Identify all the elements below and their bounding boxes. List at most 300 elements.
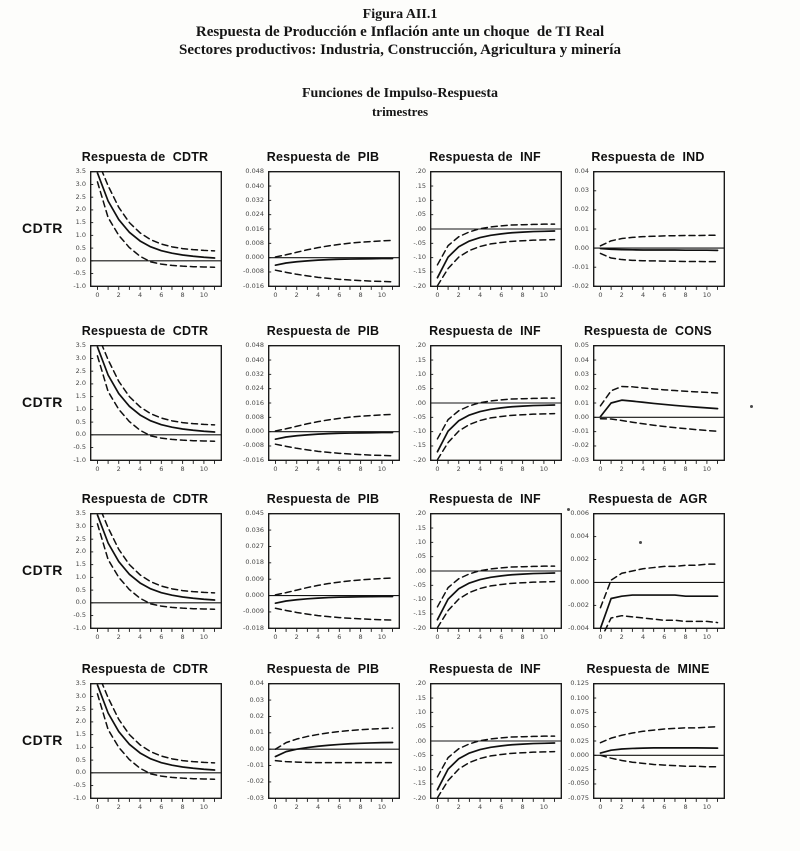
x-tick-label: 6 — [337, 465, 342, 473]
figure-title: Respuesta de Producción e Inflación ante un choque de TI Real — [195, 24, 605, 40]
x-tick-label: 4 — [137, 291, 143, 299]
x-tick-label: 8 — [358, 633, 363, 641]
x-tick-label: 10 — [199, 465, 209, 473]
x-axis-tick-labels — [268, 291, 400, 301]
x-tick-label: 10 — [539, 803, 549, 811]
y-axis-tick-labels — [68, 679, 88, 802]
plot-area — [246, 679, 400, 803]
confidence-band-line — [600, 235, 717, 246]
plot-frame — [594, 514, 725, 629]
x-tick-label: 6 — [499, 291, 504, 299]
scan-speck — [567, 508, 570, 511]
x-tick-label: 4 — [477, 465, 483, 473]
x-tick-label: 4 — [315, 465, 321, 473]
y-axis-tick-labels — [68, 341, 88, 464]
response-line — [437, 743, 554, 790]
confidence-band-line — [600, 616, 717, 633]
y-tick-label: 0.006 — [570, 509, 589, 518]
y-tick-label: 2.0 — [75, 547, 86, 556]
y-tick-label: -.20 — [413, 793, 426, 802]
y-axis-tick-labels — [571, 167, 591, 290]
x-tick-label: 10 — [702, 465, 712, 473]
y-tick-label: 1.5 — [75, 218, 86, 227]
y-tick-label: 0.00 — [574, 412, 589, 421]
irf-row-3 — [0, 492, 800, 654]
response-line — [600, 748, 717, 753]
y-tick-label: 0.04 — [249, 679, 264, 688]
y-tick-label: 2.0 — [75, 379, 86, 388]
confidence-band-line — [275, 270, 392, 282]
y-tick-label: 0.008 — [245, 412, 264, 421]
y-tick-label: 3.0 — [75, 691, 86, 700]
plot-area — [568, 679, 725, 803]
x-tick-label: 6 — [159, 633, 164, 641]
irf-chart-respuesta-de-pib-r1 — [243, 150, 400, 301]
confidence-band-line — [97, 524, 214, 609]
chart-title: Respuesta de PIB — [266, 150, 380, 164]
x-tick-label: 10 — [199, 291, 209, 299]
y-tick-label: 2.5 — [75, 192, 86, 201]
y-tick-label: 0.045 — [245, 509, 264, 518]
irf-plot — [430, 171, 562, 291]
y-tick-label: -.05 — [413, 580, 426, 589]
y-tick-label: 0.024 — [245, 384, 264, 393]
chart-title: Respuesta de PIB — [266, 324, 380, 338]
y-tick-label: -0.016 — [243, 281, 264, 290]
y-tick-label: 0.027 — [245, 541, 264, 550]
y-tick-label: .15 — [415, 181, 426, 190]
y-tick-label: .15 — [415, 523, 426, 532]
y-tick-label: 3.0 — [75, 521, 86, 530]
x-tick-label: 8 — [358, 465, 363, 473]
x-tick-label: 8 — [520, 803, 525, 811]
y-tick-label: 0.002 — [570, 555, 589, 564]
confidence-band-line — [600, 419, 717, 431]
y-tick-label: 0.00 — [249, 744, 264, 753]
confidence-band-line — [437, 224, 554, 265]
x-tick-label: 0 — [95, 465, 100, 473]
confidence-band-line — [97, 694, 214, 779]
confidence-band-line — [437, 414, 554, 460]
x-axis-tick-labels — [268, 633, 400, 643]
y-tick-label: 1.5 — [75, 730, 86, 739]
confidence-band-line — [600, 755, 717, 766]
row-variable-label: CDTR — [22, 394, 63, 410]
y-tick-label: .00 — [415, 398, 426, 407]
x-tick-label: 2 — [116, 465, 121, 473]
irf-row-2 — [0, 324, 800, 486]
confidence-band-line — [437, 566, 554, 607]
y-tick-label: 0.000 — [570, 750, 589, 759]
x-tick-label: 2 — [294, 633, 299, 641]
x-tick-label: 4 — [640, 291, 646, 299]
y-tick-label: -0.5 — [73, 269, 86, 278]
y-tick-label: -.15 — [413, 779, 426, 788]
irf-plot — [593, 171, 725, 291]
plot-frame — [269, 684, 400, 799]
irf-chart-respuesta-de-mine-r4 — [568, 662, 725, 813]
plot-area — [568, 509, 725, 633]
x-tick-label: 2 — [116, 633, 121, 641]
y-axis-tick-labels — [568, 679, 591, 802]
x-tick-label: 6 — [159, 291, 164, 299]
y-tick-label: 0.025 — [570, 736, 589, 745]
x-tick-label: 8 — [683, 633, 688, 641]
y-tick-label: -0.002 — [568, 600, 589, 609]
y-axis-tick-labels — [243, 341, 266, 464]
y-tick-label: .15 — [415, 355, 426, 364]
x-tick-label: 10 — [377, 633, 387, 641]
x-tick-label: 8 — [180, 633, 185, 641]
y-tick-label: 2.5 — [75, 704, 86, 713]
confidence-band-line — [437, 752, 554, 798]
plot-area — [408, 679, 562, 803]
irf-plot — [90, 345, 222, 465]
confidence-band-line — [97, 182, 214, 267]
y-axis-tick-labels — [243, 509, 266, 632]
x-axis-tick-labels — [593, 633, 725, 643]
y-tick-label: -0.5 — [73, 611, 86, 620]
scan-speck — [639, 541, 642, 544]
y-tick-label: -.20 — [413, 455, 426, 464]
y-tick-label: 3.5 — [75, 509, 86, 518]
y-tick-label: 0.000 — [245, 253, 264, 262]
y-tick-label: 0.040 — [245, 355, 264, 364]
chart-title: Respuesta de INF — [429, 150, 541, 164]
x-tick-label: 4 — [477, 803, 483, 811]
x-tick-label: 0 — [273, 633, 278, 641]
plot-area — [408, 341, 562, 465]
chart-title: Respuesta de CDTR — [81, 662, 209, 676]
x-tick-label: 10 — [377, 465, 387, 473]
y-tick-label: 0.03 — [574, 369, 589, 378]
y-tick-label: .05 — [415, 722, 426, 731]
y-tick-label: 0.5 — [75, 417, 86, 426]
y-axis-tick-labels — [568, 509, 591, 632]
figure-sectors-line: Sectores productivos: Industria, Construcción, Agricultura y minería — [179, 42, 621, 58]
y-tick-label: 0.5 — [75, 585, 86, 594]
plot-area — [571, 341, 725, 465]
x-tick-label: 4 — [640, 803, 646, 811]
y-tick-label: -0.5 — [73, 781, 86, 790]
chart-title: Respuesta de INF — [429, 324, 541, 338]
x-tick-label: 4 — [640, 465, 646, 473]
y-tick-label: -0.009 — [243, 607, 264, 616]
irf-chart-respuesta-de-cdtr-r4 — [68, 662, 222, 813]
x-axis-tick-labels — [430, 291, 562, 301]
y-tick-label: -0.018 — [243, 623, 264, 632]
x-tick-label: 8 — [683, 465, 688, 473]
x-axis-tick-labels — [593, 465, 725, 475]
x-tick-label: 4 — [477, 633, 483, 641]
irf-row-1 — [0, 150, 800, 312]
response-line — [437, 405, 554, 452]
y-tick-label: -.20 — [413, 281, 426, 290]
y-tick-label: 0.03 — [574, 186, 589, 195]
plot-area — [408, 509, 562, 633]
x-tick-label: 8 — [683, 803, 688, 811]
y-tick-label: -0.03 — [572, 455, 589, 464]
y-tick-label: -1.0 — [73, 623, 86, 632]
row-variable-label: CDTR — [22, 562, 63, 578]
x-tick-label: 8 — [520, 465, 525, 473]
y-tick-label: -.15 — [413, 609, 426, 618]
plot-area — [68, 341, 222, 465]
y-tick-label: -.10 — [413, 765, 426, 774]
chart-title: Respuesta de CDTR — [81, 492, 209, 506]
y-tick-label: 0.040 — [245, 181, 264, 190]
y-tick-label: 0.02 — [249, 711, 264, 720]
y-tick-label: 0.000 — [245, 427, 264, 436]
chart-title: Respuesta de CDTR — [81, 324, 209, 338]
confidence-band-line — [275, 414, 392, 430]
x-tick-label: 8 — [683, 291, 688, 299]
irf-plot — [593, 345, 725, 465]
y-tick-label: 1.0 — [75, 230, 86, 239]
x-tick-label: 6 — [337, 291, 342, 299]
irf-plot — [90, 513, 222, 633]
x-tick-label: 8 — [180, 465, 185, 473]
y-tick-label: 0.125 — [570, 679, 589, 688]
y-axis-tick-labels — [408, 679, 428, 802]
x-tick-label: 10 — [702, 803, 712, 811]
y-tick-label: .05 — [415, 384, 426, 393]
x-tick-label: 0 — [273, 465, 278, 473]
x-tick-label: 2 — [294, 803, 299, 811]
chart-title: Respuesta de CONS — [584, 324, 712, 338]
irf-plot — [430, 513, 562, 633]
y-tick-label: 3.5 — [75, 679, 86, 688]
y-tick-label: .10 — [415, 707, 426, 716]
response-line — [437, 573, 554, 620]
y-tick-label: 0.050 — [570, 722, 589, 731]
y-tick-label: -0.008 — [243, 441, 264, 450]
confidence-band-line — [437, 582, 554, 628]
confidence-band-line — [600, 253, 717, 261]
y-tick-label: 0.100 — [570, 693, 589, 702]
y-tick-label: -.15 — [413, 267, 426, 276]
response-line — [600, 595, 717, 628]
x-tick-label: 8 — [520, 633, 525, 641]
confidence-band-line — [275, 578, 392, 595]
x-tick-label: 8 — [180, 803, 185, 811]
confidence-band-line — [275, 444, 392, 456]
x-tick-label: 10 — [377, 291, 387, 299]
x-tick-label: 0 — [95, 803, 100, 811]
plot-area — [243, 167, 400, 291]
irf-chart-respuesta-de-cdtr-r3 — [68, 492, 222, 643]
confidence-band-line — [600, 387, 717, 406]
y-tick-label: 0.000 — [570, 577, 589, 586]
x-axis-tick-labels — [90, 291, 222, 301]
response-line — [97, 515, 214, 600]
x-tick-label: 6 — [662, 633, 667, 641]
x-tick-label: 6 — [662, 803, 667, 811]
x-tick-label: 2 — [116, 803, 121, 811]
chart-title: Respuesta de IND — [591, 150, 705, 164]
confidence-band-line — [275, 761, 392, 763]
y-tick-label: .20 — [415, 509, 426, 518]
y-tick-label: 1.0 — [75, 572, 86, 581]
y-tick-label: 1.5 — [75, 392, 86, 401]
x-tick-label: 2 — [456, 803, 461, 811]
y-tick-label: -.05 — [413, 750, 426, 759]
figure-units-label: trimestres — [371, 104, 429, 119]
confidence-band-line — [275, 240, 392, 256]
x-tick-label: 0 — [435, 803, 440, 811]
y-tick-label: 0.032 — [245, 195, 264, 204]
confidence-band-line — [97, 683, 214, 763]
y-tick-label: -.20 — [413, 623, 426, 632]
irf-chart-respuesta-de-inf-r1 — [408, 150, 562, 301]
y-axis-tick-labels — [68, 167, 88, 290]
y-tick-label: 0.0 — [75, 598, 86, 607]
y-tick-label: .00 — [415, 736, 426, 745]
y-tick-label: 0.018 — [245, 558, 264, 567]
y-axis-tick-labels — [246, 679, 266, 802]
y-tick-label: 0.075 — [570, 707, 589, 716]
x-tick-label: 6 — [159, 465, 164, 473]
y-tick-label: 0.016 — [245, 224, 264, 233]
irf-chart-respuesta-de-pib-r2 — [243, 324, 400, 475]
chart-title: Respuesta de PIB — [266, 492, 380, 506]
x-tick-label: 2 — [619, 291, 624, 299]
x-tick-label: 6 — [337, 633, 342, 641]
y-tick-label: 0.000 — [245, 591, 264, 600]
plot-frame — [594, 172, 725, 287]
x-axis-tick-labels — [268, 465, 400, 475]
x-tick-label: 4 — [315, 803, 321, 811]
y-tick-label: -0.03 — [247, 793, 264, 802]
x-tick-label: 2 — [294, 291, 299, 299]
irf-chart-respuesta-de-cdtr-r2 — [68, 324, 222, 475]
plot-area — [243, 509, 400, 633]
x-axis-tick-labels — [268, 803, 400, 813]
y-tick-label: -.10 — [413, 595, 426, 604]
x-tick-label: 0 — [273, 291, 278, 299]
y-tick-label: -.15 — [413, 441, 426, 450]
y-tick-label: 2.0 — [75, 717, 86, 726]
figure-subheading: Funciones de Impulso-Respuesta — [301, 86, 499, 101]
y-tick-label: .00 — [415, 566, 426, 575]
y-tick-label: 1.0 — [75, 404, 86, 413]
irf-plot — [268, 345, 400, 465]
chart-title: Respuesta de PIB — [266, 662, 380, 676]
irf-chart-respuesta-de-cons-r2 — [571, 324, 725, 475]
y-tick-label: 3.5 — [75, 341, 86, 350]
y-tick-label: -.10 — [413, 427, 426, 436]
y-tick-label: 0.009 — [245, 574, 264, 583]
y-tick-label: -0.02 — [247, 777, 264, 786]
y-tick-label: 0.02 — [574, 205, 589, 214]
x-tick-label: 10 — [539, 633, 549, 641]
x-tick-label: 2 — [456, 291, 461, 299]
y-tick-label: .05 — [415, 210, 426, 219]
y-tick-label: 0.03 — [249, 695, 264, 704]
response-line — [97, 347, 214, 432]
x-tick-label: 6 — [337, 803, 342, 811]
irf-chart-respuesta-de-pib-r4 — [246, 662, 400, 813]
plot-area — [243, 341, 400, 465]
y-tick-label: -0.01 — [247, 761, 264, 770]
y-tick-label: 0.0 — [75, 430, 86, 439]
x-tick-label: 0 — [95, 291, 100, 299]
y-tick-label: 3.0 — [75, 353, 86, 362]
confidence-band-line — [600, 727, 717, 743]
y-tick-label: -0.02 — [572, 441, 589, 450]
x-tick-label: 6 — [499, 465, 504, 473]
y-tick-label: -0.02 — [572, 281, 589, 290]
y-tick-label: -1.0 — [73, 455, 86, 464]
y-tick-label: .15 — [415, 693, 426, 702]
x-tick-label: 10 — [377, 803, 387, 811]
y-tick-label: 0.5 — [75, 755, 86, 764]
response-line — [600, 400, 717, 416]
y-tick-label: .00 — [415, 224, 426, 233]
x-axis-tick-labels — [430, 633, 562, 643]
irf-chart-respuesta-de-ind-r1 — [571, 150, 725, 301]
y-tick-label: 0.04 — [574, 355, 589, 364]
x-tick-label: 6 — [499, 633, 504, 641]
x-tick-label: 8 — [180, 291, 185, 299]
y-tick-label: 0.01 — [249, 728, 264, 737]
x-tick-label: 0 — [435, 633, 440, 641]
x-tick-label: 8 — [358, 803, 363, 811]
y-tick-label: .10 — [415, 537, 426, 546]
response-line — [275, 433, 392, 440]
response-line — [97, 173, 214, 258]
chart-title: Respuesta de CDTR — [81, 150, 209, 164]
irf-plot — [90, 683, 222, 803]
x-tick-label: 0 — [435, 291, 440, 299]
confidence-band-line — [97, 345, 214, 425]
y-tick-label: -.05 — [413, 412, 426, 421]
response-line — [600, 248, 717, 250]
x-tick-label: 4 — [477, 291, 483, 299]
x-tick-label: 2 — [294, 465, 299, 473]
confidence-band-line — [97, 513, 214, 593]
y-tick-label: -.05 — [413, 238, 426, 247]
y-tick-label: -0.050 — [568, 779, 589, 788]
irf-chart-respuesta-de-inf-r2 — [408, 324, 562, 475]
x-tick-label: 2 — [619, 465, 624, 473]
y-tick-label: 3.5 — [75, 167, 86, 176]
y-tick-label: .10 — [415, 369, 426, 378]
irf-plot — [90, 171, 222, 291]
irf-plot — [430, 345, 562, 465]
irf-chart-respuesta-de-agr-r3 — [568, 492, 725, 643]
x-tick-label: 2 — [116, 291, 121, 299]
y-tick-label: -0.025 — [568, 765, 589, 774]
y-tick-label: -0.004 — [568, 623, 589, 632]
y-tick-label: 2.0 — [75, 205, 86, 214]
y-tick-label: 2.5 — [75, 366, 86, 375]
x-tick-label: 0 — [598, 803, 603, 811]
x-tick-label: 2 — [456, 633, 461, 641]
x-tick-label: 0 — [598, 291, 603, 299]
y-tick-label: -0.016 — [243, 455, 264, 464]
x-tick-label: 2 — [619, 803, 624, 811]
x-tick-label: 6 — [662, 465, 667, 473]
x-tick-label: 6 — [499, 803, 504, 811]
x-tick-label: 8 — [358, 291, 363, 299]
x-tick-label: 10 — [702, 633, 712, 641]
confidence-band-line — [437, 240, 554, 286]
x-tick-label: 4 — [640, 633, 646, 641]
confidence-band-line — [600, 564, 717, 608]
irf-chart-respuesta-de-inf-r4 — [408, 662, 562, 813]
y-tick-label: -.10 — [413, 253, 426, 262]
